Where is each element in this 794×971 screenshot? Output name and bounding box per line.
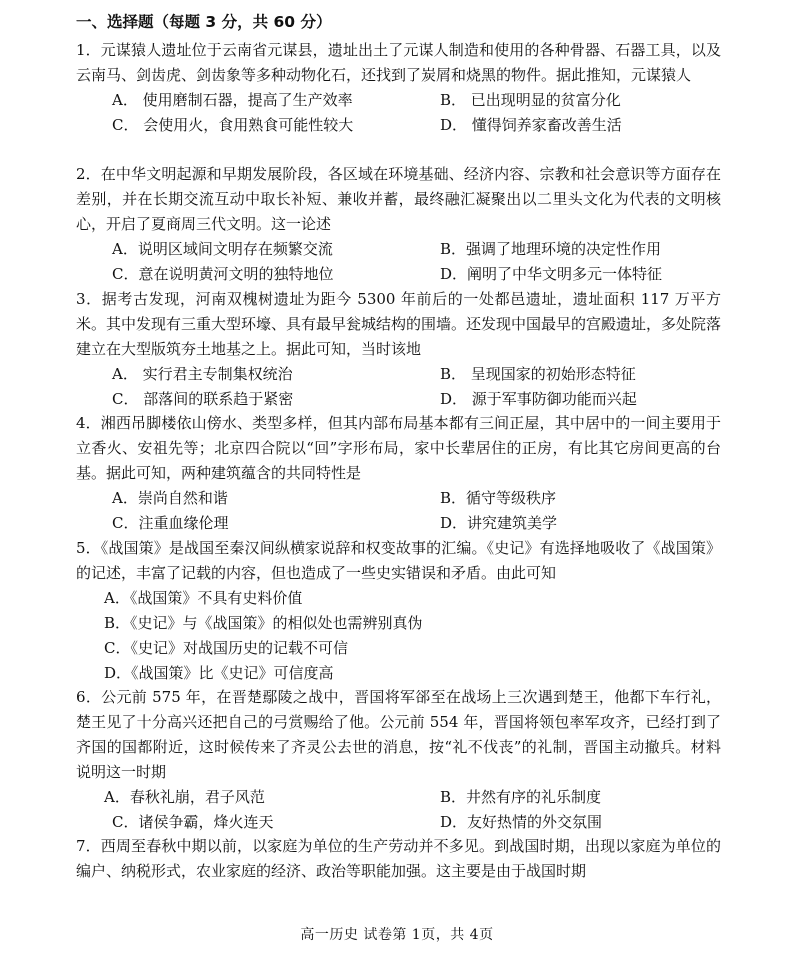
question-stem: 3．据考古发现，河南双槐树遗址为距今 5300 年前后的一处都邑遗址，遗址面积 117 万平方米。其中发现有三重大型环壕、具有最早瓮城结构的围墙。还发现中国最早的宫殿遗址，多处院落建立在大型版筑夯土地基之上。据此可知，当时该地 — [76, 290, 722, 358]
option-b: B．强调了地理环境的决定性作用 — [440, 240, 662, 258]
option-c: C．意在说明黄河文明的独特地位 — [112, 265, 334, 283]
option-a: A．《战国策》不具有史料价值 — [104, 589, 303, 607]
question-4 — [76, 411, 721, 536]
option-c: C． 会使用火，食用熟食可能性较大 — [112, 116, 354, 134]
question-7 — [76, 834, 721, 884]
question-stem: 1．元谋猿人遗址位于云南省元谋县，遗址出土了元谋人制造和使用的各种骨器、石器工具，以及云南马、剑齿虎、剑齿象等多种动物化石，还找到了炭屑和烧黑的物件。据此推知，元谋猿人 — [76, 41, 721, 84]
question-5 — [76, 536, 721, 686]
option-d: D．《战国策》比《史记》可信度高 — [104, 664, 334, 682]
option-d: D．友好热情的外交氛围 — [440, 813, 603, 831]
option-d: D．阐明了中华文明多元一体特征 — [440, 265, 663, 283]
options — [76, 586, 721, 686]
option-a: A．说明区域间文明存在频繁交流 — [112, 240, 333, 258]
question-stem: 7．西周至春秋中期以前，以家庭为单位的生产劳动并不多见。到战国时期，出现以家庭为单位的编户、纳税形式，农业家庭的经济、政治等职能加强。这主要是由于战国时期 — [76, 837, 721, 880]
option-a: A．崇尚自然和谐 — [112, 489, 228, 507]
options — [76, 785, 721, 835]
options — [76, 88, 721, 138]
option-b: B． 已出现明显的贫富分化 — [440, 91, 621, 109]
option-b: B．循守等级秩序 — [440, 489, 557, 507]
option-b: B．井然有序的礼乐制度 — [440, 788, 602, 806]
question-6 — [76, 685, 721, 835]
question-stem: 4．湘西吊脚楼依山傍水、类型多样，但其内部布局基本都有三间正屋，其中居中的一间主要用于立香火、安祖先等；北京四合院以“回”字形布局，家中长辈居住的正房，有比其它房间更高的台基。据此可知，两种建筑蕴含的共同特性是 — [76, 414, 721, 482]
option-b: B． 呈现国家的初始形态特征 — [440, 365, 636, 383]
option-c: C．《史记》对战国历史的记载不可信 — [104, 639, 348, 657]
page-footer: 高一历史 试卷第 1页，共 4页 — [300, 927, 494, 943]
options — [76, 237, 721, 287]
option-d: D．讲究建筑美学 — [440, 514, 558, 532]
option-c: C． 部落间的联系趋于紧密 — [112, 390, 294, 408]
option-a: A． 实行君主专制集权统治 — [112, 365, 293, 383]
option-d: D． 懂得饲养家畜改善生活 — [440, 116, 622, 134]
question-1 — [76, 38, 721, 138]
options — [76, 486, 721, 536]
option-c: C．诸侯争霸，烽火连天 — [112, 813, 274, 831]
question-stem: 6．公元前 575 年，在晋楚鄢陵之战中，晋国将军郤至在战场上三次遇到楚王，他都下车行礼，楚王见了十分高兴还把自己的弓赏赐给了他。公元前 554 年，晋国将领包率军攻齐，已经打到了齐国的国都附近，这时候传来了齐灵公去世的消息，按“礼不伐丧”的礼制，晋国主动撤兵。材料说明这一时期 — [76, 688, 721, 781]
options — [76, 362, 721, 412]
section-title: 一、选择题（每题 3 分，共 60 分） — [76, 13, 332, 31]
question-stem: 5．《战国策》是战国至秦汉间纵横家说辞和权变故事的汇编。《史记》有选择地吸收了《战国策》的记述，丰富了记载的内容，但也造成了一些史实错误和矛盾。由此可知 — [76, 539, 721, 582]
option-c: C．注重血缘伦理 — [112, 514, 229, 532]
option-d: D． 源于军事防御功能而兴起 — [440, 390, 637, 408]
question-2 — [76, 162, 721, 287]
option-b: B．《史记》与《战国策》的相似处也需辨别真伪 — [104, 614, 423, 632]
question-3 — [76, 287, 721, 412]
option-a: A． 使用磨制石器，提高了生产效率 — [112, 91, 353, 109]
question-stem: 2．在中华文明起源和早期发展阶段，各区域在环境基础、经济内容、宗教和社会意识等方面存在差别，并在长期交流互动中取长补短、兼收并蓄，最终融汇凝聚出以二里头文化为代表的文明核心，开启了夏商周三代文明。这一论述 — [76, 165, 721, 233]
option-a: A．春秋礼崩，君子风范 — [104, 788, 265, 806]
